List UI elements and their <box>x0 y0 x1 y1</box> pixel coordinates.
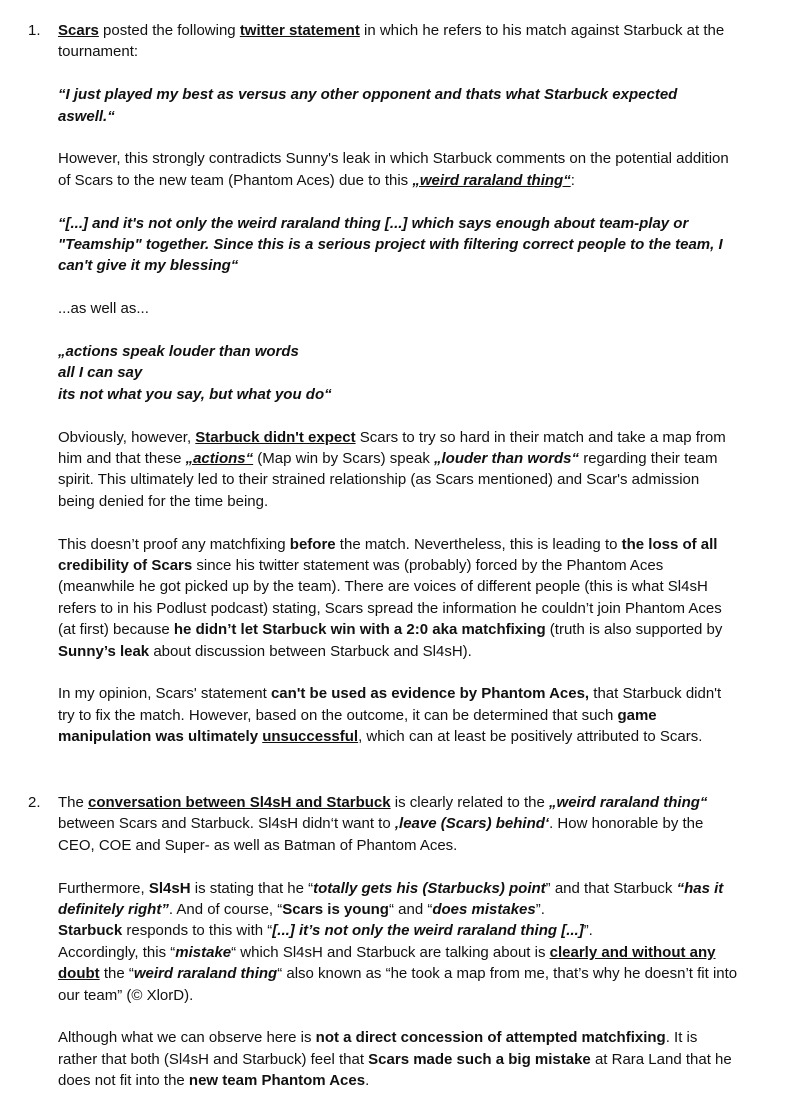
starbuck-didnt-expect-emphasis: Starbuck didn't expect <box>195 428 356 446</box>
text-span: the “ <box>99 965 134 983</box>
conversation-emphasis: conversation between Sl4sH and Starbuck <box>88 794 391 811</box>
weird-raraland-thing-emphasis: weird raraland thing <box>133 965 278 983</box>
text-span: between Scars and Starbuck. Sl4sH didn‘t want to <box>58 815 395 833</box>
text-span: in which he refers to his match against Starbuck at the tournament: <box>58 22 725 61</box>
matchfixing-emphasis: he didn’t let Starbuck win with a 2:0 aka matchfixing <box>173 621 546 639</box>
game-manipulation-emphasis: game manipulation was ultimately <box>58 706 657 746</box>
quote-line: its not what you say, but what you do“ <box>58 385 332 403</box>
clearly-without-doubt-emphasis: clearly and without any doubt <box>58 943 716 983</box>
text-span: . And of course, “ <box>168 901 283 919</box>
list-item-2 <box>28 792 738 1092</box>
before-emphasis: before <box>289 535 336 553</box>
starbuck-emphasis: Starbuck <box>58 922 123 940</box>
new-team-emphasis: new team Phantom Aces <box>188 1072 366 1090</box>
sl4sh-emphasis: Sl4sH <box>148 879 191 897</box>
scars-is-young-emphasis: Scars is young <box>282 901 389 919</box>
text-span: is clearly related to the <box>390 794 550 811</box>
text-span: since his twitter statement was (probably) forced by the Phantom Aces (meanwhile he got picked up by the team). There are voices of different people (this is what Sl4sH refers to in his Podlust podcast) stating, Scars spread the information he couldn’t join Phantom Aces (at first) because <box>58 557 722 639</box>
text-span: is stating that he “ <box>190 879 314 897</box>
paragraph-furthermore <box>58 878 738 1006</box>
text-span: However, this strongly contradicts Sunny's leak in which Starbuck comments on the potential addition of Scars to the new team (Phantom Aces) due to this <box>58 150 729 189</box>
paragraph-as-well-as: ...as well as... <box>58 300 149 318</box>
text-span: the match. Nevertheless, this is leading to <box>335 535 622 553</box>
text-span: ”. <box>535 901 545 919</box>
text-span: : <box>570 171 575 189</box>
text-span: . <box>365 1072 370 1090</box>
paragraph-obviously <box>58 427 738 513</box>
text-span: responds to this with “ <box>122 922 273 940</box>
list-number: 1. <box>28 22 41 39</box>
list-number: 2. <box>28 794 41 811</box>
text-span: The <box>58 794 89 811</box>
loss-of-credibility-emphasis: the loss of all credibility of Scars <box>58 535 718 575</box>
definitely-right-emphasis: “has it definitely right” <box>58 879 724 919</box>
totally-gets-emphasis: totally gets his (Starbucks) point <box>313 879 546 897</box>
text-span: “ also known as “he took a map from me, that’s why he doesn’t fit into our team” (© XlorD). <box>58 965 738 1004</box>
leave-behind-emphasis: ‚leave (Scars) behind‘ <box>394 815 550 833</box>
list-item-1 <box>28 20 738 748</box>
text-span: Accordingly, this “ <box>58 943 176 961</box>
text-span: In my opinion, Scars' statement <box>58 685 271 703</box>
text-span: ” and that Starbuck <box>545 879 677 897</box>
text-span: that Starbuck didn't try to fix the match. However, based on the outcome, it can be determined that such <box>58 685 722 724</box>
text-span: , which can at least be positively attributed to Scars. <box>358 728 703 746</box>
paragraph-twitter-statement <box>58 20 738 63</box>
quote-starbuck-blessing: “[...] and it's not only the weird raraland thing [...] which says enough about team-play or "Teamship" together. Since this is a serious project with filtering correct people to the team, I can't give it my blessing“ <box>58 214 723 275</box>
text-span: Obviously, however, <box>58 428 196 446</box>
text-span: “ which Sl4sH and Starbuck are talking about is <box>231 943 550 961</box>
quote-line: all I can say <box>58 364 143 382</box>
louder-than-words-emphasis: „louder than words“ <box>434 450 580 468</box>
text-span: ”. <box>583 922 593 940</box>
text-span: Furthermore, <box>58 879 149 897</box>
paragraph-conversation <box>58 792 738 856</box>
text-span: Scars to try so hard in their match and take a map from him and that these <box>58 428 726 468</box>
text-span: Although what we can observe here is <box>58 1029 316 1047</box>
paragraph-sunny-leak <box>58 148 738 191</box>
sunnys-leak-emphasis: Sunny’s leak <box>58 642 150 660</box>
quote-actions-speak <box>58 341 738 405</box>
mistake-emphasis: mistake <box>175 943 232 961</box>
text-span: (truth is also supported by <box>545 621 723 639</box>
text-span: “ and “ <box>388 901 433 919</box>
text-span: This doesn’t proof any matchfixing <box>58 535 290 553</box>
not-direct-concession-emphasis: not a direct concession of attempted matchfixing <box>315 1029 666 1047</box>
text-span: posted the following <box>98 22 240 39</box>
paragraph-although <box>58 1027 738 1091</box>
quote-line: „actions speak louder than words <box>58 343 299 361</box>
text-span: at Rara Land that he does not fit into the <box>58 1050 732 1090</box>
weird-raraland-emphasis: „weird raraland thing“ <box>412 171 571 189</box>
text-span: about discussion between Starbuck and Sl4sH). <box>149 642 472 660</box>
unsuccessful-emphasis: unsuccessful <box>262 728 359 746</box>
paragraph-opinion <box>58 683 738 747</box>
text-span: . It is rather that both (Sl4sH and Starbuck) feel that <box>58 1029 698 1068</box>
paragraph-no-proof <box>58 534 738 662</box>
quote-scars-tweet: “I just played my best as versus any other opponent and thats what Starbuck expected aswell.“ <box>58 86 678 125</box>
text-span: . How honorable by the CEO, COE and Super- as well as Batman of Phantom Aces. <box>58 815 704 854</box>
text-span: regarding their team spirit. This ultimately led to their strained relationship (as Scars mentioned) and Scar's admission being denied for the time being. <box>58 450 718 510</box>
scars-name: Scars <box>58 22 99 39</box>
big-mistake-emphasis: Scars made such a big mistake <box>368 1050 591 1068</box>
actions-emphasis: „actions“ <box>185 450 254 468</box>
raraland-quote-emphasis: [...] it’s not only the weird raraland thing [...] <box>272 922 584 940</box>
twitter-statement-emphasis: twitter statement <box>239 22 360 39</box>
text-span: (Map win by Scars) speak <box>253 450 435 468</box>
cant-be-used-emphasis: can't be used as evidence by Phantom Aces, <box>270 685 590 703</box>
does-mistakes-emphasis: does mistakes <box>432 901 536 919</box>
weird-raraland-emphasis: „weird raraland thing“ <box>549 794 708 811</box>
